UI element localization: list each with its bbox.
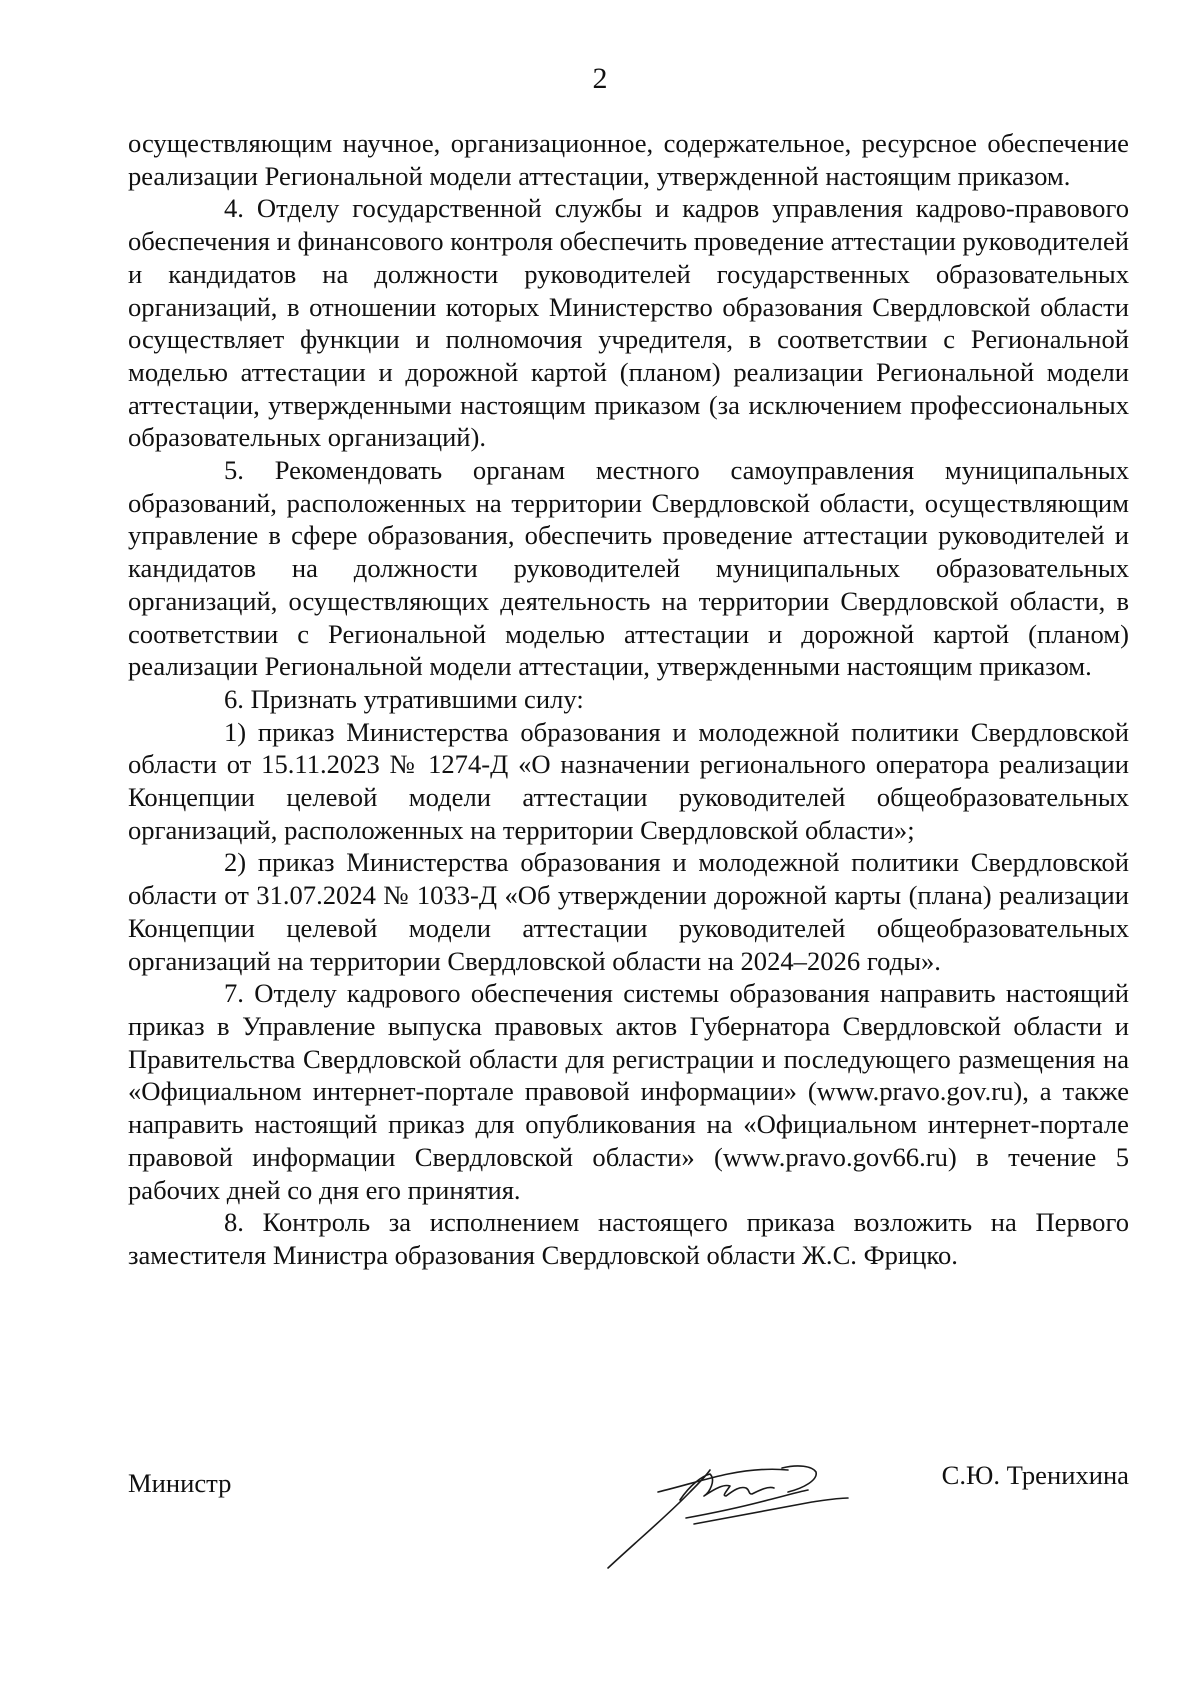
page-number: 2 xyxy=(592,62,608,95)
signer-title: Министр xyxy=(128,1468,232,1498)
signature-block xyxy=(128,1440,1129,1580)
paragraph-item-6-1: 1) приказ Министерства образования и молодежной политики Свердловской области от 15.11.2023 № 1274-Д «О назначении регионального оператора реализации Концепции целевой модели аттестации руководителей общеобразовательных организаций, расположенных на территории Свердловской области»; xyxy=(128,716,1129,845)
paragraph-item-6-2: 2) приказ Министерства образования и молодежной политики Свердловской области от 31.07.2024 № 1033-Д «Об утверждении дорожной карты (плана) реализации Концепции целевой модели аттестации руководителей общеобразовательных организаций на территории Свердловской области на 2024–2026 годы». xyxy=(128,847,1129,976)
document-body xyxy=(128,127,1129,1272)
handwritten-signature xyxy=(598,1440,858,1580)
paragraph-item-6: 6. Признать утратившими силу: xyxy=(224,683,584,714)
paragraph-item-5: 5. Рекомендовать органам местного самоуправления муниципальных образований, расположенных на территории Свердловской области, осуществляющим управление в сфере образования, обеспечить проведение аттестации руководителей и кандидатов на должности руководителей муниципальных образовательных организаций, осуществляющих деятельность на территории Свердловской области, в соответствии с Региональной моделью аттестации и дорожной картой (планом) реализации Региональной модели аттестации, утвержденными настоящим приказом. xyxy=(128,455,1129,682)
paragraph-item-4: 4. Отделу государственной службы и кадров управления кадрово-правового обеспечения и финансового контроля обеспечить проведение аттестации руководителей и кандидатов на должности руководителей государственных образовательных организаций, в отношении которых Министерство образования Свердловской области осуществляет функции и полномочия учредителя, в соответствии с Региональной моделью аттестации и дорожной картой (планом) реализации Региональной модели аттестации, утвержденными настоящим приказом (за исключением профессиональных образовательных организаций). xyxy=(128,193,1129,453)
paragraph-item-8: 8. Контроль за исполнением настоящего приказа возложить на Первого заместителя Министра образования Свердловской области Ж.С. Фрицко. xyxy=(128,1207,1129,1270)
paragraph-continuation: осуществляющим научное, организационное, содержательное, ресурсное обеспечение реализации Региональной модели аттестации, утвержденной настоящим приказом. xyxy=(128,128,1129,191)
paragraph-item-7: 7. Отделу кадрового обеспечения системы образования направить настоящий приказ в Управление выпуска правовых актов Губернатора Свердловской области и Правительства Свердловской области для регистрации и последующего размещения на «Официальном интернет-портале правовой информации» (www.pravo.gov.ru), а также направить настоящий приказ для опубликования на «Официальном интернет-портале правовой информации Свердловской области» (www.pravo.gov66.ru) в течение 5 рабочих дней со дня его принятия. xyxy=(128,978,1129,1205)
signer-name: С.Ю. Тренихина xyxy=(941,1460,1129,1490)
